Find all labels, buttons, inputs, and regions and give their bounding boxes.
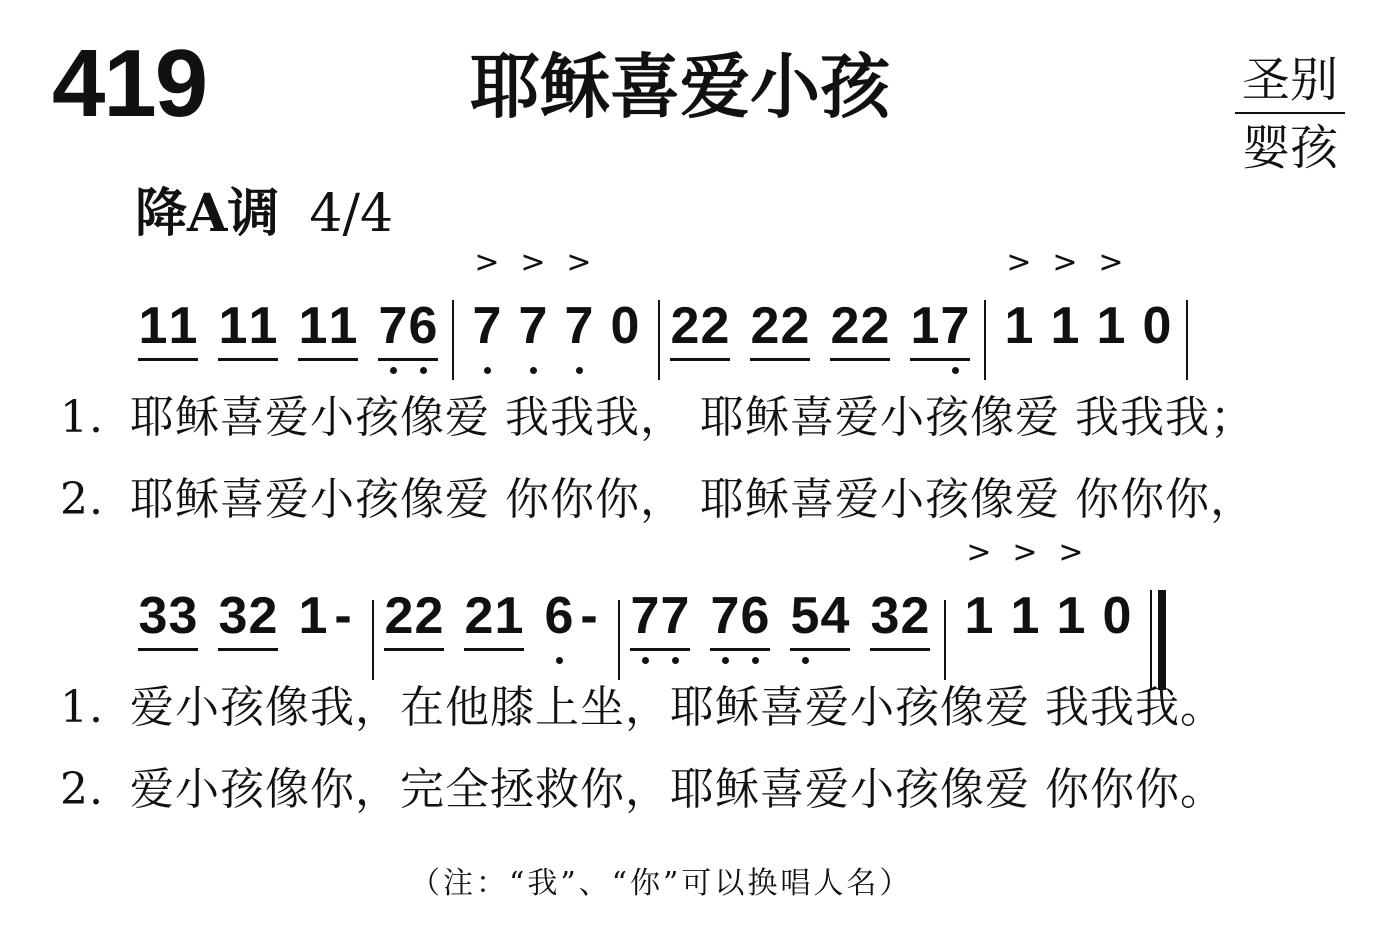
time-signature: 4/4 [309,184,394,244]
low-octave-dot [530,367,537,374]
barline [618,600,620,680]
lyric-text: 耶稣喜爱小孩像爱 你你你， 耶稣喜爱小孩像爱 你你你， [130,474,1255,525]
beam-group [790,587,850,651]
rest: 0 [1102,587,1132,645]
beam-group [710,587,770,651]
note: 2 [700,297,730,355]
measure-end [544,587,604,645]
notation-line-2 [138,535,1166,690]
note: 3 [138,587,168,645]
low-octave-dot [752,657,759,664]
low-octave-dot [390,367,397,374]
lyric-text: 爱小孩像你，完全拯救你，耶稣喜爱小孩像爱 你你你。 [130,764,1225,815]
final-barline [1150,590,1166,690]
accent-mark: > [1006,245,1032,280]
hymn-title: 耶稣喜爱小孩 [470,46,890,128]
category-label [1235,52,1345,176]
verse-number: 2. [60,764,104,815]
barline [944,600,946,680]
lyrics-line-2-verse-1 [60,682,1225,733]
beam-group [138,297,198,361]
accent-mark: > [1052,245,1078,280]
note-accented: > 1 [1056,535,1086,645]
category-top: 圣别 [1241,52,1338,108]
note: 1 [248,297,278,355]
key-signature [135,183,394,244]
category-bottom: 婴孩 [1241,120,1338,176]
accent-mark: > [1098,245,1124,280]
barline [372,600,374,680]
note: 3 [870,587,900,645]
key-label: 降A调 [135,183,280,244]
note-low: 5 [790,590,820,642]
low-octave-dot [556,657,563,664]
note-low: 6 [408,300,438,352]
beam-group [670,297,730,361]
barline [452,300,454,380]
note: 2 [384,587,414,645]
note: 2 [900,587,930,645]
beam-group [870,587,930,651]
accent-mark: > [566,245,592,280]
measure [464,245,648,355]
note: 2 [750,297,780,355]
note-low: 7 [630,590,660,642]
note: 2 [670,297,700,355]
note: 1 [298,587,328,645]
beam-group [378,297,438,361]
beam-group [750,297,810,361]
measure [956,535,1140,645]
rest: 0 [1142,297,1172,355]
low-octave-dot [642,657,649,664]
measure [996,245,1180,355]
accent-mark: > [474,245,500,280]
rest: 0 [610,297,640,355]
accent-mark: > [1058,535,1084,570]
note-accented: > 1 [1010,535,1040,645]
lyric-text: 耶稣喜爱小孩像爱 我我我， 耶稣喜爱小孩像爱 我我我； [130,392,1255,443]
note: 1 [168,297,198,355]
note: 1 [138,297,168,355]
low-octave-dot [802,657,809,664]
footnote: （注：“我”、“你”可以换唱人名） [410,866,913,901]
note: 2 [860,297,890,355]
note-low: 6 [544,590,574,642]
note: 2 [414,587,444,645]
measure-end [298,587,358,645]
beam-group [630,587,690,651]
note-accented: > 1 [1050,245,1080,355]
low-octave-dot [672,657,679,664]
hymn-number: 419 [52,30,207,137]
verse-number: 1. [60,392,104,443]
note: 2 [780,297,810,355]
lyric-text: 爱小孩像我，在他膝上坐，耶稣喜爱小孩像爱 我我我。 [130,682,1225,733]
note-low: 6 [740,590,770,642]
beam-group [298,297,358,361]
note-accented: > 7 [510,300,556,352]
verse-number: 1. [60,682,104,733]
dash: - [580,587,598,645]
note-accented: > 7 [464,300,510,352]
note: 3 [218,587,248,645]
note-low: 7 [710,590,740,642]
note: 1 [494,587,524,645]
low-octave-dot [952,367,959,374]
note: 2 [464,587,494,645]
beam-group [138,587,198,651]
note-low: 7 [660,590,690,642]
low-octave-dot [484,367,491,374]
note: 4 [820,587,850,645]
dash: - [334,587,352,645]
low-octave-dot [722,657,729,664]
low-octave-dot [576,367,583,374]
barline [658,300,660,380]
beam-group [218,297,278,361]
accent-mark: > [520,245,546,280]
verse-number: 2. [60,474,104,525]
barline [1186,300,1188,380]
category-divider [1235,112,1345,114]
note: 1 [910,297,940,355]
beam-group [384,587,444,651]
barline [984,300,986,380]
note-accented: > 1 [1096,245,1126,355]
beam-group [464,587,524,651]
note-low: 7 [940,300,970,352]
note: 1 [298,297,328,355]
accent-mark: > [1012,535,1038,570]
note: 2 [830,297,860,355]
note: 1 [218,297,248,355]
lyrics-line-1-verse-1 [60,392,1255,443]
beam-group [910,297,970,361]
note: 3 [168,587,198,645]
lyrics-line-2-verse-2 [60,764,1225,815]
note-accented: > 1 [1004,245,1034,355]
accent-mark: > [966,535,992,570]
note-low: 7 [378,300,408,352]
note: 2 [248,587,278,645]
note-accented: > 1 [964,535,994,645]
beam-group [218,587,278,651]
low-octave-dot [420,367,427,374]
notation-line-1 [138,245,1198,380]
beam-group [830,297,890,361]
note-accented: > 7 [556,300,602,352]
note: 1 [328,297,358,355]
lyrics-line-1-verse-2 [60,474,1255,525]
